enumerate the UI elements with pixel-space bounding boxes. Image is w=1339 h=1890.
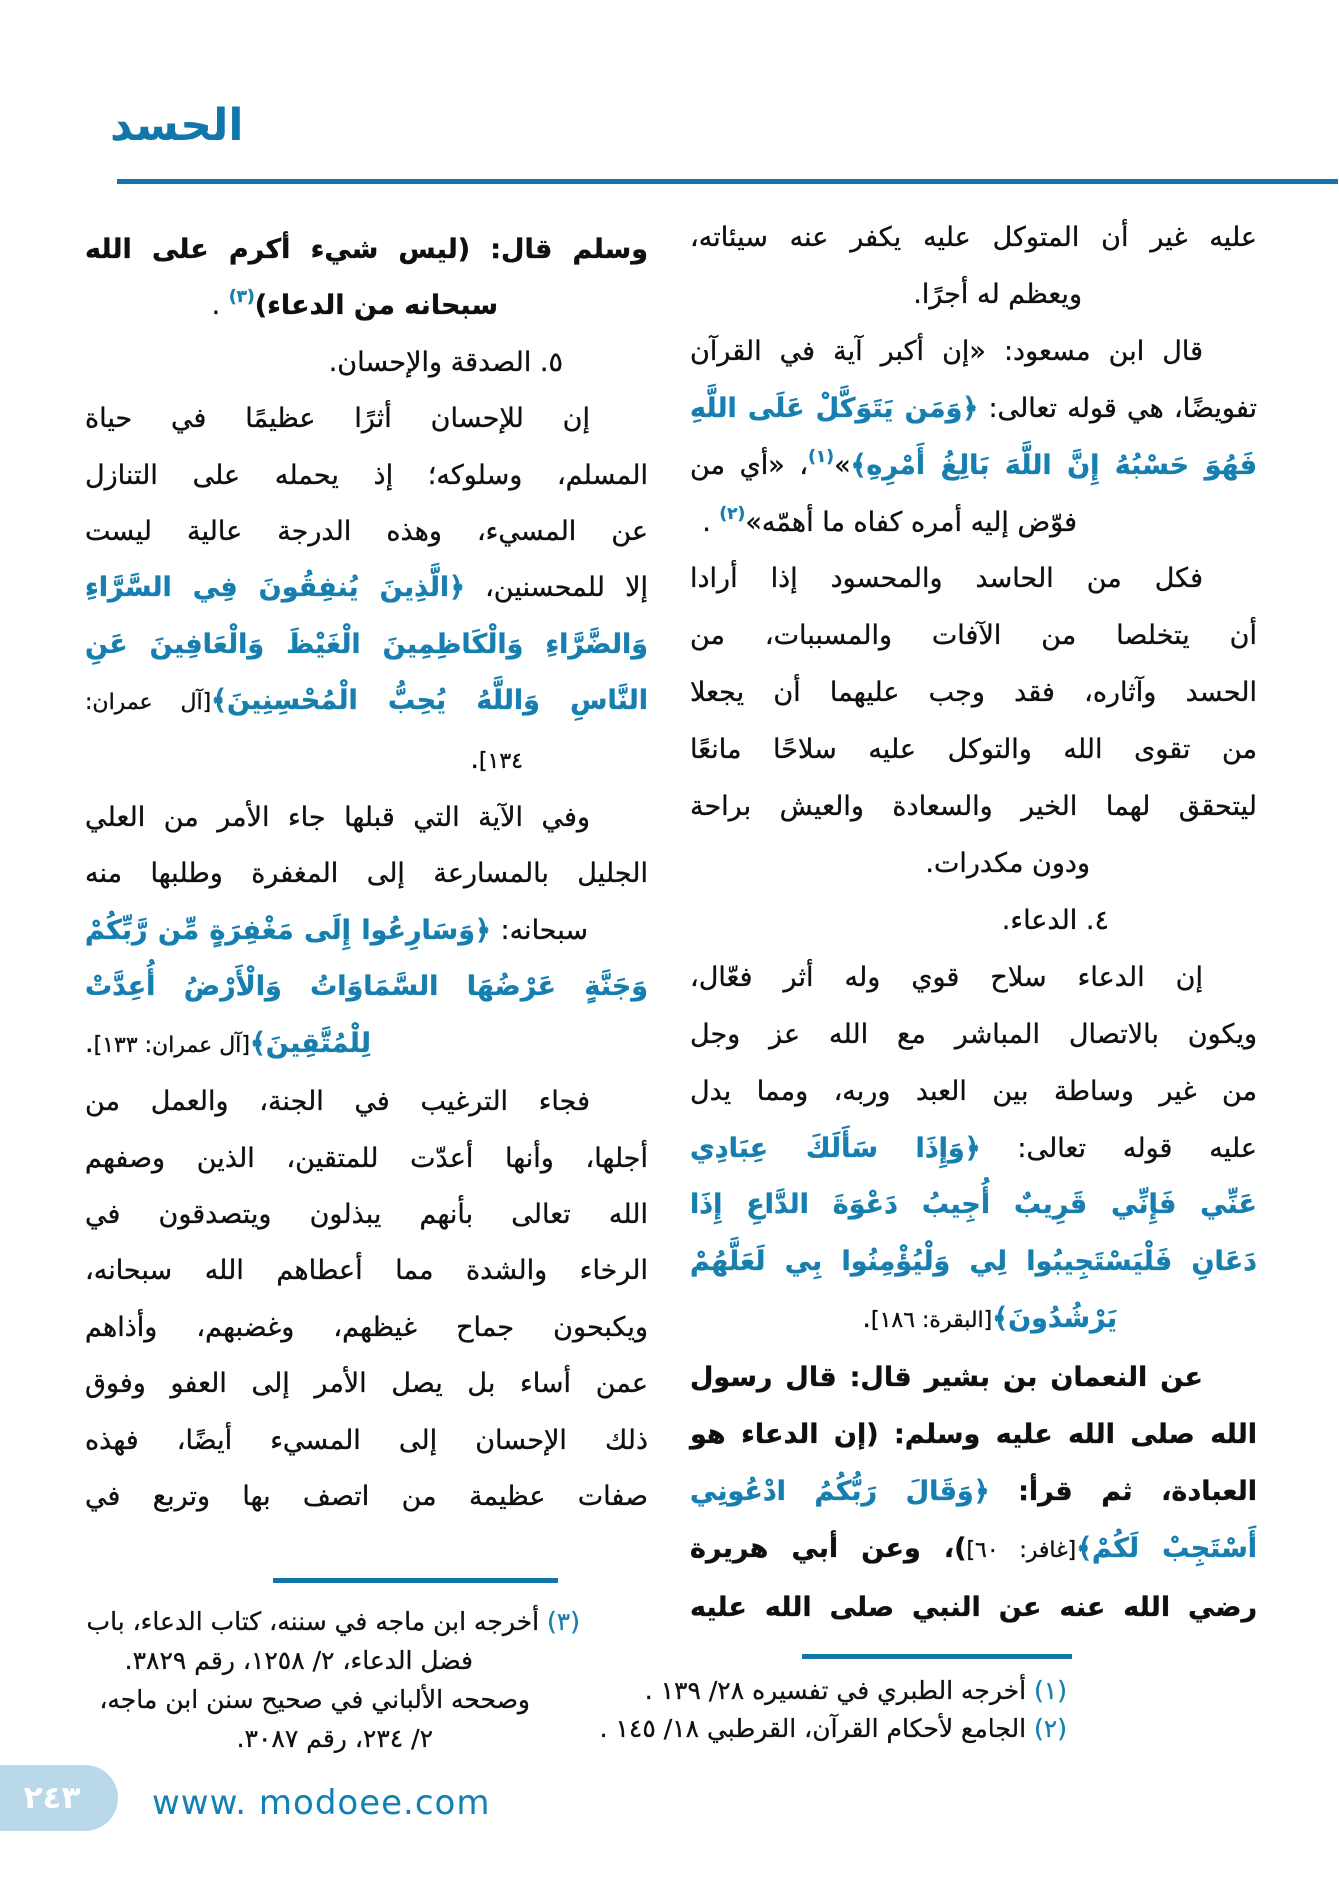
verse-reference: [آل عمران: ١٣٣] <box>93 1032 250 1058</box>
left-column-text <box>85 222 648 1525</box>
footnote-number: (٢) <box>1034 1713 1067 1743</box>
right-column-footnotes <box>599 1672 1257 1748</box>
text-line <box>85 673 648 731</box>
text-line <box>85 790 648 846</box>
text-segment: عليه قوله تعالى: <box>980 1132 1257 1164</box>
text-line <box>690 495 1257 552</box>
text-line <box>85 1074 648 1130</box>
quran-verse-segment: النَّاسِ وَاللَّهُ يُحِبُّ الْمُحْسِنِينَ﴾ <box>211 685 648 717</box>
footnote-line <box>599 1710 1257 1748</box>
header-rule <box>117 179 1338 184</box>
text-line <box>690 665 1257 722</box>
text-line <box>85 1187 648 1243</box>
text-segment: . <box>702 506 720 538</box>
text-segment: عليه غير أن المتوكل عليه يكفر عنه سيئاته، <box>690 222 1257 253</box>
website-url: www. modoee.com <box>152 1783 491 1823</box>
quran-verse-segment: ﴿وَمَن يَتَوَكَّلْ عَلَى اللَّهِ <box>690 392 979 424</box>
bold-text-segment: وسلم قال: (ليس شيء أكرم على الله <box>85 234 648 265</box>
left-column-footnotes <box>85 1602 648 1758</box>
footnote-marker: (٣) <box>228 287 255 308</box>
quran-verse-segment: يَرْشُدُونَ﴾ <box>992 1303 1117 1335</box>
text-segment: ويعظم له أجرًا. <box>913 278 1082 310</box>
text-segment: . <box>862 1303 871 1335</box>
text-line <box>85 1469 648 1525</box>
text-segment: فكل من الحاسد والمحسود إذا أرادا <box>690 563 1203 595</box>
text-segment: صفات عظيمة من اتصف بها وتربع في <box>85 1480 648 1512</box>
quran-verse-segment: لِلْمُتَّقِينَ﴾ <box>249 1027 371 1059</box>
text-segment: الحسد وآثاره، فقد وجب عليهما أن يجعلا <box>690 677 1257 709</box>
footnote-line <box>85 1641 648 1680</box>
quran-verse-segment: ﴿الَّذِينَ يُنفِقُونَ فِي السَّرَّاءِ <box>85 572 465 604</box>
right-column-text <box>690 210 1257 1637</box>
text-segment: الجامع لأحكام القرآن، القرطبي ١٨/ ١٤٥ . <box>599 1713 1035 1743</box>
quran-verse-segment: فَهُوَ حَسْبُهُ إِنَّ اللَّهَ بَالِغُ أَمْرِهِ﴾ <box>850 449 1257 481</box>
text-line <box>690 1007 1257 1064</box>
text-segment: . <box>211 290 229 322</box>
text-segment: ليتحقق لهما الخير والسعادة والعيش براحة <box>690 791 1257 823</box>
text-line <box>85 1131 648 1187</box>
verse-reference: ١٣٤] <box>478 748 523 774</box>
verse-reference: [البقرة: ١٨٦] <box>870 1308 993 1334</box>
text-segment: الله تعالى بأنهم يبذلون ويتصدقون في <box>85 1198 648 1230</box>
text-line <box>85 732 648 790</box>
text-segment: أن يتخلصا من الآفات والمسببات، من <box>690 620 1257 652</box>
text-segment: من تقوى الله والتوكل عليه سلاحًا مانعًا <box>690 734 1257 766</box>
text-segment: » <box>834 449 851 481</box>
left-column <box>85 222 648 1758</box>
text-line <box>690 893 1257 950</box>
footnote-separator <box>273 1578 558 1583</box>
text-line <box>85 391 648 447</box>
text-segment: ويكبحون جماح غيظهم، وغضبهم، وأذاهم <box>85 1311 648 1343</box>
text-line <box>690 1291 1257 1350</box>
text-segment: فجاء الترغيب في الجنة، والعمل من <box>85 1086 590 1118</box>
text-line <box>690 1521 1257 1580</box>
text-line <box>85 846 648 902</box>
text-segment: تفويضًا، هي قوله تعالى: <box>978 392 1258 424</box>
text-line <box>85 1413 648 1469</box>
text-segment: فوّض إليه أمره كفاه ما أهمّه» <box>745 506 1077 538</box>
right-column <box>599 210 1258 1748</box>
text-segment: ٢/ ٢٣٤، رقم ٣٠٨٧. <box>236 1724 433 1754</box>
text-line <box>85 560 648 616</box>
text-segment: سبحانه: <box>490 914 588 946</box>
text-segment: الرخاء والشدة مما أعطاهم الله سبحانه، <box>85 1255 648 1287</box>
text-line <box>690 267 1257 324</box>
page-number-badge <box>0 1765 118 1831</box>
verse-reference: [آل عمران: <box>85 690 212 716</box>
text-segment: ودون مكدرات. <box>925 847 1090 879</box>
text-segment: المسلم، وسلوكه؛ إذ يحمله على التنازل <box>85 459 648 491</box>
footnote-marker: (٢) <box>719 503 746 524</box>
text-segment: إن الدعاء سلاح قوي وله أثر فعّال، <box>690 961 1203 993</box>
quran-verse-segment: أَسْتَجِبْ لَكُمْ﴾ <box>1076 1532 1257 1564</box>
text-segment: وصححه الألباني في صحيح سنن ابن ماجه، <box>99 1685 530 1715</box>
quran-verse-segment: ﴿وَسَارِعُوا إِلَى مَغْفِرَةٍ مِّن رَّبِّكُمْ <box>85 914 491 946</box>
bold-text-segment: سبحانه من الدعاء) <box>254 290 498 322</box>
text-line <box>690 1121 1257 1178</box>
text-segment: فضل الدعاء، ٢/ ١٢٥٨، رقم ٣٨٢٩. <box>124 1646 473 1676</box>
bold-text-segment: رضي الله عنه عن النبي صلى الله عليه <box>690 1591 1257 1623</box>
text-line <box>690 1580 1257 1637</box>
text-segment: قال ابن مسعود: «إن أكبر آية في القرآن <box>690 335 1203 367</box>
quran-verse-segment: ﴿وَقَالَ رَبُّكُمُ ادْعُونِي <box>690 1475 990 1507</box>
text-segment: ٥. الصدقة والإحسان. <box>328 346 563 378</box>
text-line <box>690 608 1257 665</box>
text-line <box>85 1356 648 1412</box>
text-line <box>690 1407 1257 1464</box>
text-line <box>85 504 648 560</box>
text-line <box>690 1234 1257 1291</box>
text-line <box>690 324 1257 381</box>
text-segment: ، «أي من <box>690 449 809 481</box>
verse-reference: [غافر: ٦٠] <box>966 1537 1077 1563</box>
bold-text-segment: العبادة، ثم قرأ: <box>989 1475 1257 1507</box>
text-line <box>690 1177 1257 1234</box>
text-line <box>85 617 648 673</box>
text-line <box>690 438 1257 495</box>
footnote-line <box>644 1672 1257 1710</box>
text-line <box>690 381 1257 438</box>
bold-text-segment: الله صلى الله عليه وسلم: (إن الدعاء هو <box>690 1419 1257 1451</box>
text-segment: عمن أساء بل يصل الأمر إلى العفو وفوق <box>85 1368 648 1400</box>
text-line <box>85 278 648 334</box>
text-line <box>85 959 648 1015</box>
text-line <box>690 1350 1257 1407</box>
text-segment: عن المسيء، وهذه الدرجة عالية ليست <box>85 516 648 548</box>
quran-verse-segment: عَنِّي فَإِنِّي قَرِيبٌ أُجِيبُ دَعْوَةَ الدَّاعِ إِذَا <box>690 1189 1257 1221</box>
text-segment: أخرجه الطبري في تفسيره ٢٨/ ١٣٩ . <box>644 1675 1035 1705</box>
text-segment: الجليل بالمسارعة إلى المغفرة وطلبها منه <box>85 858 648 890</box>
text-segment: ذلك الإحسان إلى المسيء أيضًا، فهذه <box>85 1424 648 1456</box>
text-segment: . <box>470 743 479 775</box>
text-segment: وفي الآية التي قبلها جاء الأمر من العلي <box>85 802 590 834</box>
text-segment: أخرجه ابن ماجه في سننه، كتاب الدعاء، باب <box>86 1607 548 1637</box>
text-segment: ٤. الدعاء. <box>1001 904 1109 936</box>
text-line <box>85 448 648 504</box>
text-line <box>85 1243 648 1299</box>
text-line <box>690 836 1257 893</box>
quran-verse-segment: وَالضَّرَّاءِ وَالْكَاظِمِينَ الْغَيْظَ وَالْعَافِينَ عَنِ <box>85 628 648 660</box>
chapter-title: الحسد <box>110 100 244 151</box>
quran-verse-segment: وَجَنَّةٍ عَرْضُهَا السَّمَاوَاتُ وَالْأَرْضُ أُعِدَّتْ <box>85 971 648 1003</box>
text-line <box>690 1064 1257 1121</box>
text-line <box>85 1016 648 1074</box>
text-line <box>690 950 1257 1007</box>
footnote-separator <box>802 1654 1072 1659</box>
text-line <box>85 1300 648 1356</box>
text-line <box>85 335 648 391</box>
bold-text-segment: عن النعمان بن بشير قال: قال رسول <box>690 1362 1203 1394</box>
text-segment: من غير وساطة بين العبد وربه، ومما يدل <box>690 1075 1257 1107</box>
text-line <box>690 1464 1257 1521</box>
text-segment: إن للإحسان أثرًا عظيمًا في حياة <box>85 403 590 435</box>
text-line <box>85 222 648 278</box>
footnote-marker: (١) <box>808 446 835 467</box>
bold-text-segment: )، وعن أبي هريرة <box>690 1532 967 1564</box>
footnote-line <box>85 1602 648 1641</box>
footnote-number: (٣) <box>547 1607 580 1637</box>
quran-verse-segment: دَعَانِ فَلْيَسْتَجِيبُوا لِي وَلْيُؤْمِنُوا بِي لَعَلَّهُمْ <box>690 1246 1257 1278</box>
text-line <box>690 210 1257 267</box>
text-segment: . <box>85 1027 94 1059</box>
footnote-number: (١) <box>1034 1675 1067 1705</box>
footnote-line <box>85 1680 648 1719</box>
text-segment: أجلها، وأنها أعدّت للمتقين، الذين وصفهم <box>85 1142 648 1174</box>
footnote-line <box>85 1719 648 1758</box>
text-line <box>85 903 648 959</box>
text-line <box>690 551 1257 608</box>
quran-verse-segment: ﴿وَإِذَا سَأَلَكَ عِبَادِي <box>690 1132 981 1164</box>
text-line <box>690 722 1257 779</box>
text-segment: إلا للمحسنين، <box>464 572 648 604</box>
page-number: ٢٤٣ <box>23 1780 81 1816</box>
text-segment: ويكون بالاتصال المباشر مع الله عز وجل <box>690 1018 1257 1050</box>
text-line <box>690 779 1257 836</box>
